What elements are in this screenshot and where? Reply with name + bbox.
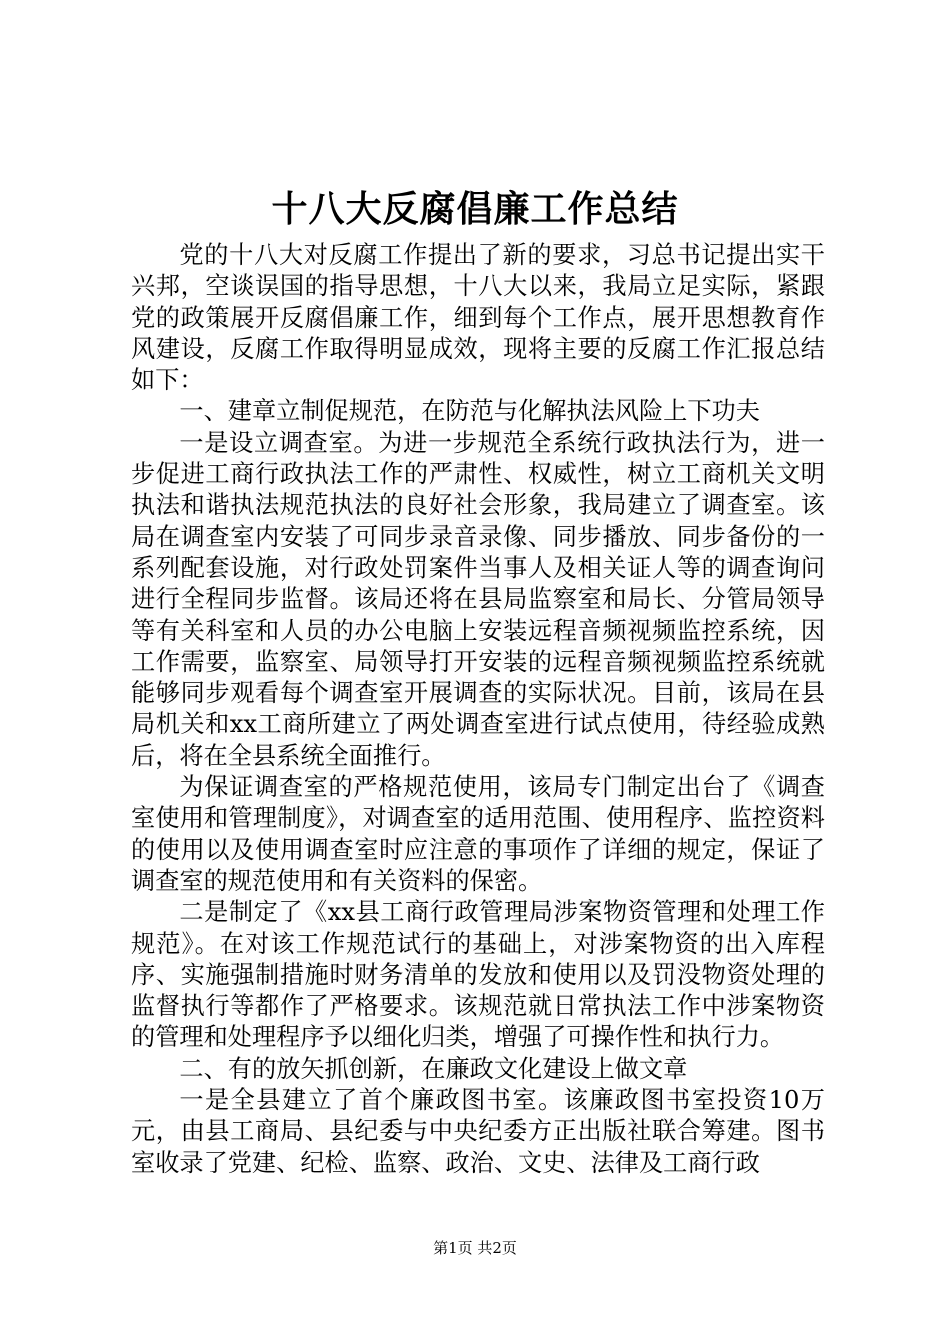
document-body <box>131 240 825 1179</box>
paragraph-intro: 党的十八大对反腐工作提出了新的要求，习总书记提出实干兴邦，空谈误国的指导思想，十八大以来，我局立足实际，紧跟党的政策展开反腐倡廉工作，细到每个工作点，展开思想教育作风建设，反腐工作取得明显成效，现将主要的反腐工作汇报总结如下： <box>131 241 825 395</box>
document-title: 十八大反腐倡廉工作总结 <box>271 188 679 230</box>
page-footer: 第1页 共2页 <box>433 1239 517 1257</box>
paragraph-evidence-rules: 二是制定了《xx县工商行政管理局涉案物资管理和处理工作规范》。在对该工作规范试行的基础上，对涉案物资的出入库程序、实施强制措施时财务清单的发放和使用以及罚没物资处理的监督执行等都作了严格要求。该规范就日常执法工作中涉案物资的管理和处理程序予以细化归类，增强了可操作性和执行力。 <box>131 898 825 1052</box>
paragraph-room-rules: 为保证调查室的严格规范使用，该局专门制定出台了《调查室使用和管理制度》，对调查室的适用范围、使用程序、监控资料的使用以及使用调查室时应注意的事项作了详细的规定，保证了调查室的规范使用和有关资料的保密。 <box>131 773 825 895</box>
section-heading-1: 一、建章立制促规范，在防范与化解执法风险上下功夫 <box>179 397 760 426</box>
section-heading-2: 二、有的放矢抓创新，在廉政文化建设上做文章 <box>179 1054 688 1083</box>
paragraph-investigation-room: 一是设立调查室。为进一步规范全系统行政执法行为，进一步促进工商行政执法工作的严肃性、权威性，树立工商机关文明执法和谐执法规范执法的良好社会形象，我局建立了调查室。该局在调查室内安装了可同步录音录像、同步播放、同步备份的一系列配套设施，对行政处罚案件当事人及相关证人等的调查询问进行全程同步监督。该局还将在县局监察室和局长、分管局领导等有关科室和人员的办公电脑上安装远程音频视频监控系统，因工作需要，监察室、局领导打开安装的远程音频视频监控系统就能够同步观看每个调查室开展调查的实际状况。目前，该局在县局机关和xx工商所建立了两处调查室进行试点使用，待经验成熟后，将在全县系统全面推行。 <box>131 428 825 770</box>
paragraph-library: 一是全县建立了首个廉政图书室。该廉政图书室投资10万元，由县工商局、县纪委与中央纪委方正出版社联合筹建。图书室收录了党建、纪检、监察、政治、文史、法律及工商行政 <box>131 1086 825 1177</box>
